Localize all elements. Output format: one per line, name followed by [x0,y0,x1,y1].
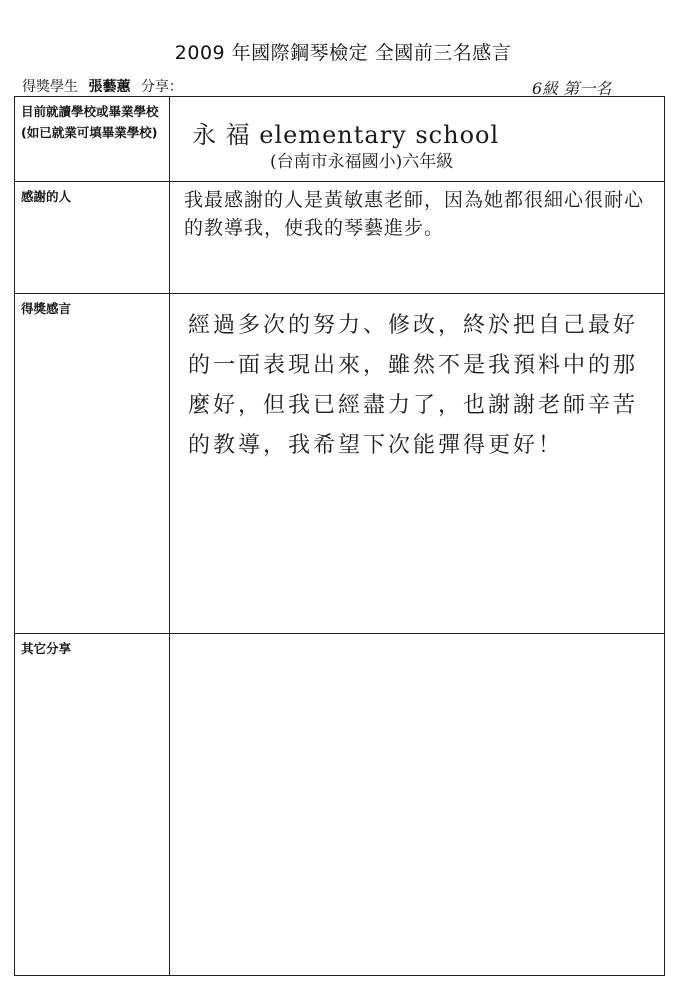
speech-field [170,294,664,633]
row-thanks [15,182,664,294]
row-speech [15,294,664,634]
row-school [15,97,664,182]
school-detail-text: (台南市永福國小)六年級 [270,152,454,172]
page-title: 2009 年國際鋼琴檢定 全國前三名感言 [174,42,512,64]
student-label: 得獎學生 [22,79,78,95]
share-label: 分享： [140,79,183,95]
other-field [170,634,664,975]
row-other [15,634,664,975]
thanks-label: 感謝的人 [15,182,170,293]
school-label: 目前就讀學校或畢業學校(如已就業可填畢業學校) [15,97,170,181]
student-name: 張藝蕙 [88,79,131,95]
student-line [22,76,183,96]
thanks-field [170,182,664,293]
other-label: 其它分享 [15,634,170,975]
speech-text: 經過多次的努力、修改，終於把自己最好的一面表現出來，雖然不是我預料中的那麼好，但我已經盡力了，也謝謝老師辛苦的教導，我希望下次能彈得更好！ [188,313,639,458]
response-form-table [14,96,665,976]
school-name-text: 永 福 elementary school [192,121,500,149]
grade-award: 6級 第一名 [532,79,612,98]
thanks-text: 我最感謝的人是黃敏惠老師，因為她都很細心很耐心的教導我，使我的琴藝進步。 [184,189,645,239]
school-field [170,97,664,181]
speech-label: 得獎感言 [15,294,170,633]
